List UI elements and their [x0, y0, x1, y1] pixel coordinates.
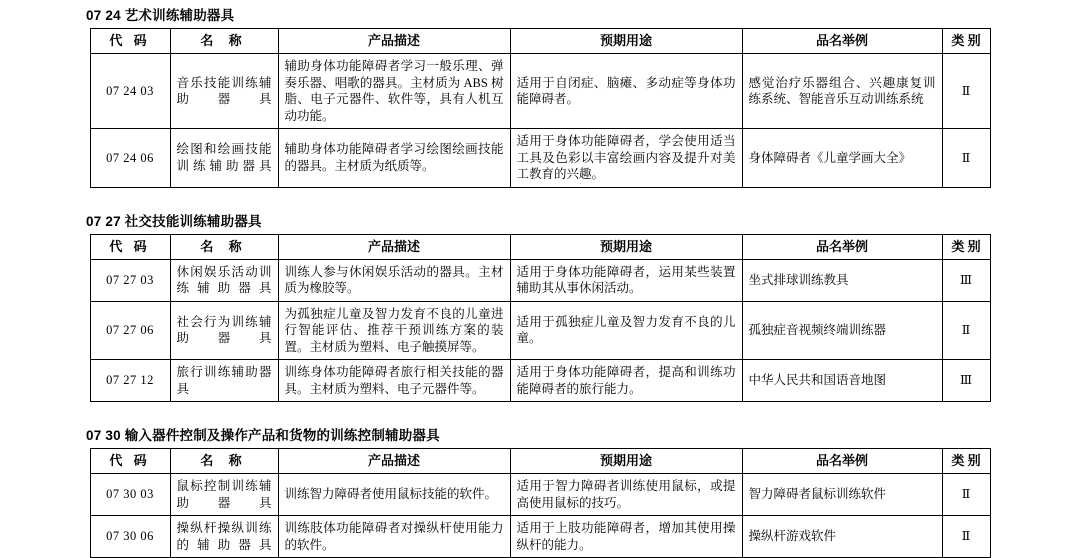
cell-name: 操纵杆操纵训练的辅助器具 — [170, 516, 278, 558]
column-header-desc: 产品描述 — [278, 29, 510, 54]
column-header-use: 预期用途 — [510, 234, 742, 259]
section-title: 07 30 输入器件控制及操作产品和货物的训练控制辅助器具 — [86, 428, 440, 443]
column-header-use: 预期用途 — [510, 449, 742, 474]
column-header-name: 名 称 — [170, 449, 278, 474]
cell-use: 适用于身体功能障碍者，提高和训练功能障碍者的旅行能力。 — [510, 360, 742, 402]
table-row — [90, 474, 990, 516]
section-title: 07 27 社交技能训练辅助器具 — [86, 213, 262, 229]
cell-use: 适用于身体功能障碍者，运用某些装置辅助其从事休闲活动。 — [510, 259, 742, 301]
table-header-row — [90, 29, 990, 54]
table-07-30 — [90, 448, 991, 558]
section-spacer — [0, 402, 1080, 420]
column-header-category: 类 别 — [942, 234, 990, 259]
cell-code: 07 27 03 — [90, 259, 170, 301]
cell-category: Ⅲ — [942, 360, 990, 402]
column-header-desc: 产品描述 — [278, 234, 510, 259]
cell-name: 鼠标控制训练辅助器具 — [170, 474, 278, 516]
cell-example: 智力障碍者鼠标训练软件 — [742, 474, 942, 516]
cell-example: 孤独症音视频终端训练器 — [742, 301, 942, 360]
column-header-category: 类 别 — [942, 29, 990, 54]
cell-desc: 辅助身体功能障碍者学习一般乐理、弹奏乐器、唱歌的器具。主材质为 ABS 树脂、电子元器件、软件等，具有人机互动功能。 — [278, 54, 510, 129]
table-row — [90, 301, 990, 360]
cell-name: 旅行训练辅助器具 — [170, 360, 278, 402]
cell-use: 适用于上肢功能障碍者，增加其使用操纵杆的能力。 — [510, 516, 742, 558]
section-07-24 — [0, 0, 1080, 188]
cell-code: 07 24 03 — [90, 54, 170, 129]
cell-name: 社会行为训练辅助器具 — [170, 301, 278, 360]
cell-desc: 训练人参与休闲娱乐活动的器具。主材质为橡胶等。 — [278, 259, 510, 301]
section-spacer — [0, 188, 1080, 206]
cell-example: 坐式排球训练教具 — [742, 259, 942, 301]
table-row — [90, 360, 990, 402]
cell-code: 07 27 12 — [90, 360, 170, 402]
column-header-name: 名 称 — [170, 234, 278, 259]
cell-name: 音乐技能训练辅助器具 — [170, 54, 278, 129]
cell-use: 适用于身体功能障碍者，学会使用适当工具及色彩以丰富绘画内容及提升对美工教育的兴趣。 — [510, 129, 742, 188]
table-07-27 — [90, 234, 991, 403]
cell-use: 适用于自闭症、脑瘫、多动症等身体功能障碍者。 — [510, 54, 742, 129]
cell-name: 休闲娱乐活动训练辅助器具 — [170, 259, 278, 301]
column-header-category: 类 别 — [942, 449, 990, 474]
column-header-name: 名 称 — [170, 29, 278, 54]
cell-code: 07 30 06 — [90, 516, 170, 558]
cell-use: 适用于智力障碍者训练使用鼠标，或提高使用鼠标的技巧。 — [510, 474, 742, 516]
cell-category: Ⅱ — [942, 54, 990, 129]
column-header-example: 品名举例 — [742, 29, 942, 54]
cell-desc: 训练肢体功能障碍者对操纵杆使用能力的软件。 — [278, 516, 510, 558]
cell-code: 07 30 03 — [90, 474, 170, 516]
cell-desc: 训练智力障碍者使用鼠标技能的软件。 — [278, 474, 510, 516]
section-title: 07 24 艺术训练辅助器具 — [86, 8, 235, 23]
column-header-example: 品名举例 — [742, 234, 942, 259]
section-07-27 — [0, 206, 1080, 403]
cell-name: 绘图和绘画技能训练辅助器具 — [170, 129, 278, 188]
cell-example: 操纵杆游戏软件 — [742, 516, 942, 558]
cell-category: Ⅲ — [942, 259, 990, 301]
cell-use: 适用于孤独症儿童及智力发育不良的儿童。 — [510, 301, 742, 360]
cell-desc: 训练身体功能障碍者旅行相关技能的器具。主材质为塑料、电子元器件等。 — [278, 360, 510, 402]
cell-example: 身体障碍者《儿童学画大全》 — [742, 129, 942, 188]
column-header-code: 代 码 — [90, 449, 170, 474]
cell-category: Ⅱ — [942, 474, 990, 516]
table-row — [90, 129, 990, 188]
table-header-row — [90, 234, 990, 259]
table-row — [90, 54, 990, 129]
table-row — [90, 259, 990, 301]
column-header-use: 预期用途 — [510, 29, 742, 54]
cell-example: 感觉治疗乐器组合、兴趣康复训练系统、智能音乐互动训练系统 — [742, 54, 942, 129]
cell-category: Ⅱ — [942, 516, 990, 558]
table-07-24 — [90, 28, 991, 188]
cell-desc: 为孤独症儿童及智力发育不良的儿童进行智能评估、推荐干预训练方案的装置。主材质为塑料、电子触摸屏等。 — [278, 301, 510, 360]
section-07-30 — [0, 420, 1080, 558]
cell-code: 07 24 06 — [90, 129, 170, 188]
table-header-row — [90, 449, 990, 474]
cell-desc: 辅助身体功能障碍者学习绘图绘画技能的器具。主材质为纸质等。 — [278, 129, 510, 188]
cell-example: 中华人民共和国语音地图 — [742, 360, 942, 402]
table-row — [90, 516, 990, 558]
column-header-code: 代 码 — [90, 29, 170, 54]
column-header-code: 代 码 — [90, 234, 170, 259]
cell-category: Ⅱ — [942, 301, 990, 360]
cell-code: 07 27 06 — [90, 301, 170, 360]
column-header-example: 品名举例 — [742, 449, 942, 474]
column-header-desc: 产品描述 — [278, 449, 510, 474]
cell-category: Ⅱ — [942, 129, 990, 188]
